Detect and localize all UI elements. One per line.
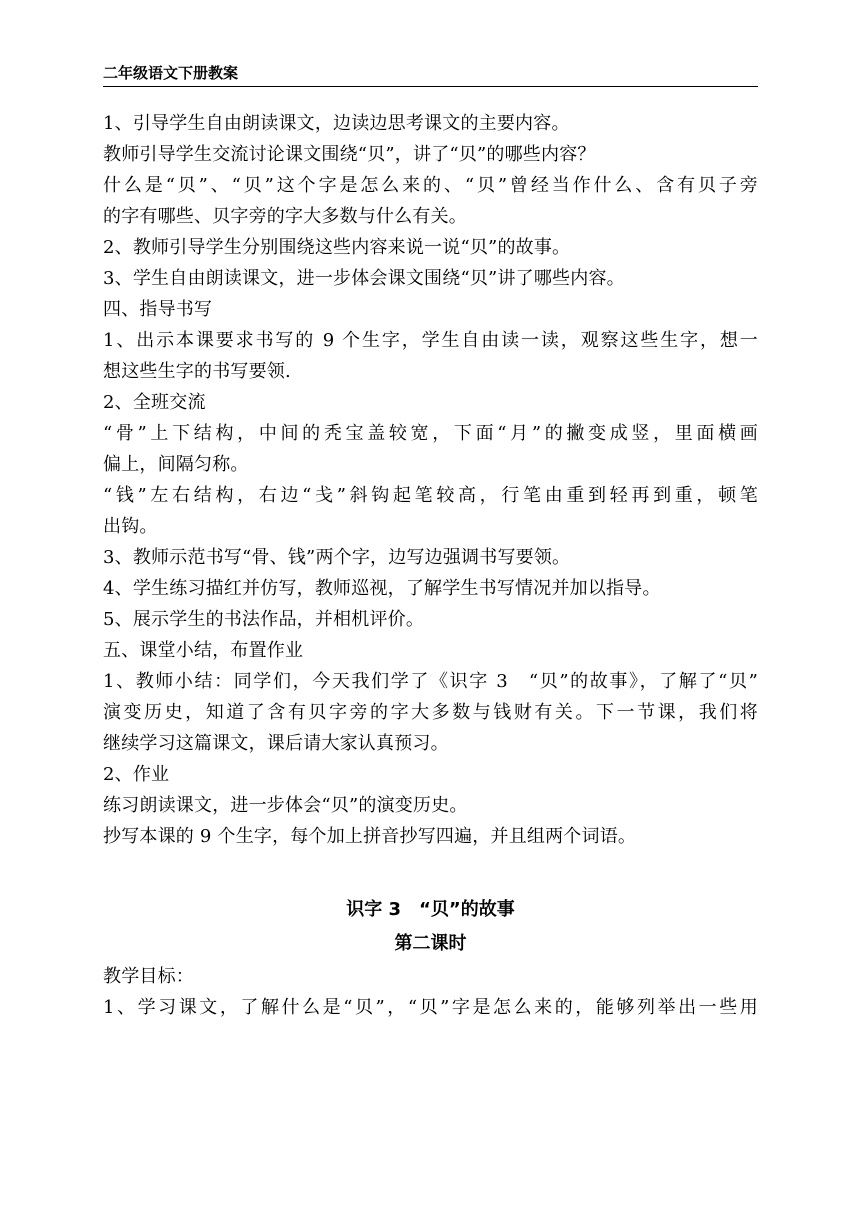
paragraph-line: 继续学习这篇课文，课后请大家认真预习。 [103,733,449,754]
paragraph-line: “骨”上下结构，中间的秃宝盖较宽，下面“月”的撇变成竖，里面横画 [103,423,758,444]
paragraph-line: 出钩。 [103,516,158,537]
document-body [103,108,758,1023]
paragraph-line: 演变历史，知道了含有贝字旁的字大多数与钱财有关。下一节课，我们将 [103,702,758,723]
paragraph-line: 练习朗读课文，进一步体会“贝”的演变历史。 [103,795,468,816]
paragraph-line: 3、学生自由朗读课文，进一步体会课文围绕“贝”讲了哪些内容。 [103,268,625,289]
paragraph-line: 4、学生练习描红并仿写，教师巡视，了解学生书写情况并加以指导。 [103,578,661,599]
paragraph-line: 3、教师示范书写“骨、钱”两个字，边写边强调书写要领。 [103,547,571,568]
paragraph-line: “钱”左右结构，右边“戋”斜钩起笔较高，行笔由重到轻再到重，顿笔 [103,485,758,506]
page-header [103,61,758,87]
section-heading: 四、指导书写 [103,299,213,320]
paragraph-line: 1、引导学生自由朗读课文，边读边思考课文的主要内容。 [103,113,570,134]
paragraph-line: 2、教师引导学生分别围绕这些内容来说一说“贝”的故事。 [103,237,571,258]
paragraph-line: 教学目标： [103,966,194,987]
paragraph-line: 教师引导学生交流讨论课文围绕“贝”，讲了“贝”的哪些内容？ [103,144,596,165]
paragraph-line: 1、教师小结：同学们，今天我们学了《识字 3 “贝”的故事》，了解了“贝” [103,671,758,692]
section-heading: 五、课堂小结，布置作业 [103,640,304,661]
lesson-subtitle: 第二课时 [394,933,467,954]
paragraph-line: 2、作业 [103,764,170,785]
paragraph-line: 2、全班交流 [103,392,206,413]
paragraph-line: 的字有哪些、贝字旁的字大多数与什么有关。 [103,206,467,227]
paragraph-line: 抄写本课的 9 个生字，每个加上拼音抄写四遍，并且组两个词语。 [103,826,637,847]
paragraph-line: 1、学习课文，了解什么是“贝”，“贝”字是怎么来的，能够列举出一些用 [103,997,758,1018]
header-title: 二年级语文下册教案 [103,64,239,82]
paragraph-line: 5、展示学生的书法作品，并相机评价。 [103,609,425,630]
paragraph-line: 1、出示本课要求书写的 9 个生字，学生自由读一读，观察这些生字，想一 [103,330,758,351]
lesson-title: 识字 3 “贝”的故事 [346,899,515,920]
paragraph-line: 偏上，间隔匀称。 [103,454,249,475]
paragraph-line: 想这些生字的书写要领. [103,361,291,382]
paragraph-line: 什么是“贝”、“贝”这个字是怎么来的、“贝”曾经当作什么、含有贝子旁 [103,175,758,196]
blank-space [103,852,758,893]
